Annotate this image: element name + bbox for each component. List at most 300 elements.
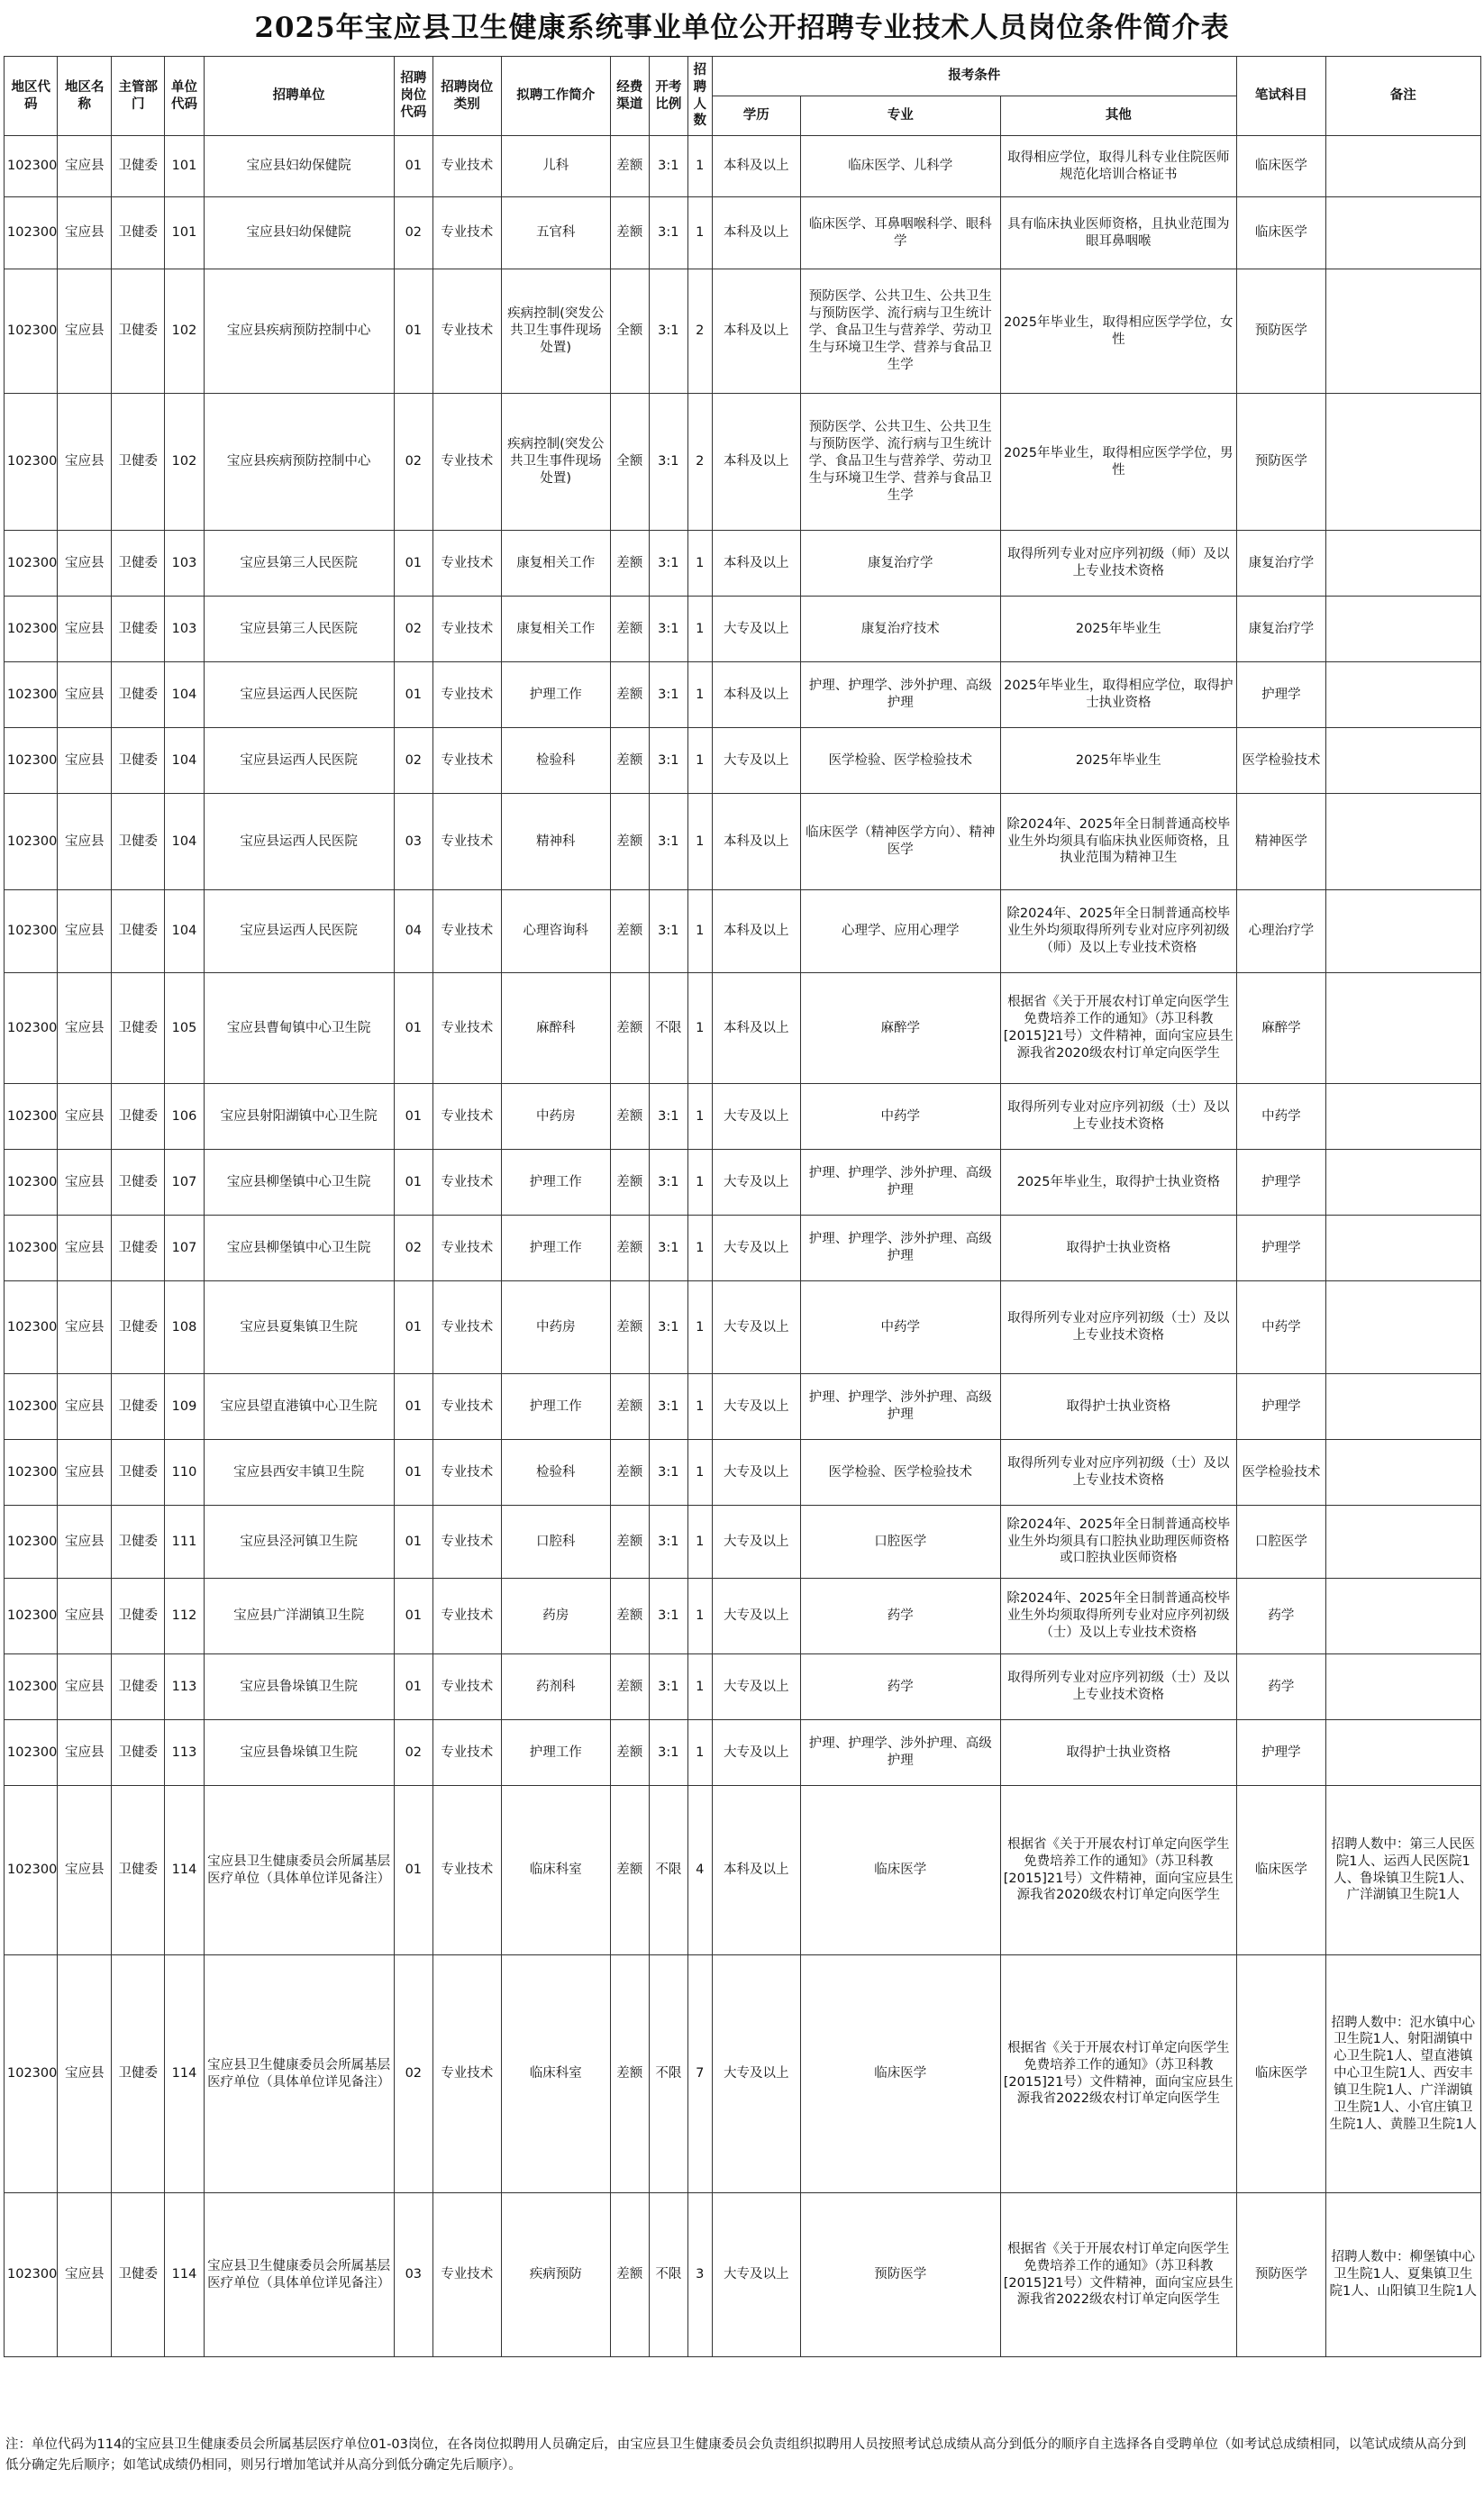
- cell-count: 1: [687, 1579, 712, 1654]
- cell-post-type: 专业技术: [432, 1786, 501, 1955]
- cell-dept: 卫健委: [111, 1786, 164, 1955]
- cell-exam: 临床医学: [1237, 197, 1325, 269]
- cell-area-code: 102300: [5, 1440, 58, 1506]
- cell-count: 1: [687, 1150, 712, 1216]
- cell-remark: [1325, 1440, 1480, 1506]
- cell-unit: 宝应县柳堡镇中心卫生院: [204, 1150, 394, 1216]
- cell-ratio: 3:1: [649, 1084, 687, 1150]
- cell-post-code: 02: [394, 394, 432, 531]
- cell-remark: [1325, 1654, 1480, 1720]
- cell-unit-code: 109: [165, 1374, 204, 1440]
- cell-work: 五官科: [501, 197, 610, 269]
- cell-unit: 宝应县第三人民医院: [204, 597, 394, 662]
- header-ratio: 开考比例: [649, 57, 687, 136]
- cell-major: 临床医学、耳鼻咽喉科学、眼科学: [800, 197, 1000, 269]
- cell-area-name: 宝应县: [58, 1506, 111, 1579]
- cell-post-type: 专业技术: [432, 1720, 501, 1786]
- cell-remark: 招聘人数中：第三人民医院1人、运西人民医院1人、鲁垛镇卫生院1人、广洋湖镇卫生院1人: [1325, 1786, 1480, 1955]
- cell-exam: 临床医学: [1237, 136, 1325, 197]
- table-row: [5, 1654, 1481, 1720]
- table-row: [5, 662, 1481, 728]
- cell-dept: 卫健委: [111, 794, 164, 890]
- cell-ratio: 3:1: [649, 1506, 687, 1579]
- table-row: [5, 1440, 1481, 1506]
- cell-area-name: 宝应县: [58, 728, 111, 794]
- header-area-code: 地区代码: [5, 57, 58, 136]
- cell-other: 根据省《关于开展农村订单定向医学生免费培养工作的通知》（苏卫科教[2015]21号）文件精神，面向宝应县生源我省2022级农村订单定向医学生: [1000, 2193, 1237, 2357]
- cell-exam: 药学: [1237, 1579, 1325, 1654]
- cell-exam: 医学检验技术: [1237, 1440, 1325, 1506]
- cell-edu: 本科及以上: [712, 662, 800, 728]
- cell-major: 口腔医学: [800, 1506, 1000, 1579]
- cell-exam: 护理学: [1237, 1374, 1325, 1440]
- cell-area-code: 102300: [5, 794, 58, 890]
- cell-count: 1: [687, 1374, 712, 1440]
- cell-area-code: 102300: [5, 662, 58, 728]
- cell-unit: 宝应县鲁垛镇卫生院: [204, 1720, 394, 1786]
- cell-major: 护理、护理学、涉外护理、高级护理: [800, 1150, 1000, 1216]
- cell-post-type: 专业技术: [432, 973, 501, 1084]
- cell-work: 儿科: [501, 136, 610, 197]
- cell-unit: 宝应县柳堡镇中心卫生院: [204, 1216, 394, 1281]
- cell-exam: 护理学: [1237, 662, 1325, 728]
- cell-count: 1: [687, 973, 712, 1084]
- header-unit: 招聘单位: [204, 57, 394, 136]
- cell-post-type: 专业技术: [432, 890, 501, 973]
- cell-dept: 卫健委: [111, 1579, 164, 1654]
- cell-major: 预防医学、公共卫生、公共卫生与预防医学、流行病与卫生统计学、食品卫生与营养学、劳动卫生与环境卫生学、营养与食品卫生学: [800, 269, 1000, 394]
- cell-unit: 宝应县广洋湖镇卫生院: [204, 1579, 394, 1654]
- table-row: [5, 890, 1481, 973]
- cell-other: 2025年毕业生，取得相应医学学位，男性: [1000, 394, 1237, 531]
- cell-remark: [1325, 394, 1480, 531]
- cell-post-code: 01: [394, 662, 432, 728]
- cell-work: 临床科室: [501, 1786, 610, 1955]
- cell-funding: 差额: [610, 1150, 649, 1216]
- cell-exam: 中药学: [1237, 1084, 1325, 1150]
- cell-exam: 精神医学: [1237, 794, 1325, 890]
- table-row: [5, 794, 1481, 890]
- cell-post-code: 02: [394, 1955, 432, 2193]
- cell-unit-code: 108: [165, 1281, 204, 1374]
- cell-post-type: 专业技术: [432, 1374, 501, 1440]
- cell-ratio: 3:1: [649, 662, 687, 728]
- cell-other: 取得所列专业对应序列初级（士）及以上专业技术资格: [1000, 1084, 1237, 1150]
- cell-area-name: 宝应县: [58, 1654, 111, 1720]
- cell-funding: 差额: [610, 531, 649, 597]
- cell-count: 1: [687, 794, 712, 890]
- cell-unit-code: 113: [165, 1720, 204, 1786]
- cell-ratio: 3:1: [649, 1374, 687, 1440]
- cell-dept: 卫健委: [111, 1654, 164, 1720]
- header-exam: 笔试科目: [1237, 57, 1325, 136]
- cell-edu: 大专及以上: [712, 1579, 800, 1654]
- cell-edu: 大专及以上: [712, 1374, 800, 1440]
- cell-exam: 中药学: [1237, 1281, 1325, 1374]
- cell-count: 4: [687, 1786, 712, 1955]
- cell-post-code: 01: [394, 1579, 432, 1654]
- cell-post-type: 专业技术: [432, 728, 501, 794]
- cell-ratio: 3:1: [649, 136, 687, 197]
- cell-area-code: 102300: [5, 136, 58, 197]
- cell-other: 2025年毕业生: [1000, 728, 1237, 794]
- cell-area-name: 宝应县: [58, 794, 111, 890]
- cell-remark: [1325, 531, 1480, 597]
- cell-dept: 卫健委: [111, 2193, 164, 2357]
- cell-ratio: 不限: [649, 1955, 687, 2193]
- cell-dept: 卫健委: [111, 597, 164, 662]
- cell-remark: [1325, 728, 1480, 794]
- cell-major: 护理、护理学、涉外护理、高级护理: [800, 662, 1000, 728]
- cell-edu: 大专及以上: [712, 728, 800, 794]
- cell-post-type: 专业技术: [432, 597, 501, 662]
- cell-work: 心理咨询科: [501, 890, 610, 973]
- cell-post-code: 01: [394, 531, 432, 597]
- cell-unit-code: 101: [165, 197, 204, 269]
- document-title: 2025年宝应县卫生健康系统事业单位公开招聘专业技术人员岗位条件简介表: [254, 12, 1230, 44]
- cell-other: 除2024年、2025年全日制普通高校毕业生外均须取得所列专业对应序列初级（士）及以上专业技术资格: [1000, 1579, 1237, 1654]
- cell-unit: 宝应县卫生健康委员会所属基层医疗单位（具体单位详见备注）: [204, 1955, 394, 2193]
- cell-area-code: 102300: [5, 394, 58, 531]
- cell-work: 疾病控制(突发公共卫生事件现场处置): [501, 269, 610, 394]
- cell-unit: 宝应县妇幼保健院: [204, 197, 394, 269]
- cell-dept: 卫健委: [111, 394, 164, 531]
- cell-area-name: 宝应县: [58, 1084, 111, 1150]
- cell-post-code: 01: [394, 1786, 432, 1955]
- cell-work: 护理工作: [501, 1150, 610, 1216]
- cell-unit: 宝应县望直港镇中心卫生院: [204, 1374, 394, 1440]
- table-row: [5, 597, 1481, 662]
- cell-dept: 卫健委: [111, 662, 164, 728]
- cell-work: 精神科: [501, 794, 610, 890]
- cell-exam: 临床医学: [1237, 1786, 1325, 1955]
- cell-other: 除2024年、2025年全日制普通高校毕业生外均须具有口腔执业助理医师资格或口腔执业医师资格: [1000, 1506, 1237, 1579]
- cell-major: 临床医学、儿科学: [800, 136, 1000, 197]
- table-row: [5, 136, 1481, 197]
- header-unit-code: 单位代码: [165, 57, 204, 136]
- cell-post-type: 专业技术: [432, 1654, 501, 1720]
- cell-ratio: 不限: [649, 2193, 687, 2357]
- cell-post-code: 01: [394, 1374, 432, 1440]
- cell-post-code: 02: [394, 1720, 432, 1786]
- cell-funding: 差额: [610, 1955, 649, 2193]
- cell-remark: [1325, 597, 1480, 662]
- cell-area-code: 102300: [5, 1084, 58, 1150]
- cell-post-code: 01: [394, 269, 432, 394]
- cell-work: 药剂科: [501, 1654, 610, 1720]
- cell-funding: 差额: [610, 973, 649, 1084]
- cell-remark: [1325, 1579, 1480, 1654]
- cell-other: 取得所列专业对应序列初级（士）及以上专业技术资格: [1000, 1654, 1237, 1720]
- cell-unit: 宝应县夏集镇卫生院: [204, 1281, 394, 1374]
- cell-post-code: 02: [394, 728, 432, 794]
- cell-area-code: 102300: [5, 890, 58, 973]
- cell-unit: 宝应县射阳湖镇中心卫生院: [204, 1084, 394, 1150]
- cell-funding: 差额: [610, 197, 649, 269]
- cell-post-code: 01: [394, 1440, 432, 1506]
- cell-unit-code: 111: [165, 1506, 204, 1579]
- cell-post-type: 专业技术: [432, 136, 501, 197]
- cell-count: 1: [687, 197, 712, 269]
- cell-area-name: 宝应县: [58, 136, 111, 197]
- cell-post-type: 专业技术: [432, 1440, 501, 1506]
- cell-major: 临床医学（精神医学方向）、精神医学: [800, 794, 1000, 890]
- header-post-code: 招聘岗位代码: [394, 57, 432, 136]
- cell-major: 临床医学: [800, 1955, 1000, 2193]
- cell-count: 7: [687, 1955, 712, 2193]
- cell-area-name: 宝应县: [58, 394, 111, 531]
- cell-count: 1: [687, 1440, 712, 1506]
- cell-area-code: 102300: [5, 2193, 58, 2357]
- cell-dept: 卫健委: [111, 973, 164, 1084]
- cell-dept: 卫健委: [111, 531, 164, 597]
- cell-work: 检验科: [501, 1440, 610, 1506]
- cell-area-code: 102300: [5, 1955, 58, 2193]
- cell-unit: 宝应县第三人民医院: [204, 531, 394, 597]
- header-major: 专业: [800, 96, 1000, 136]
- cell-count: 1: [687, 662, 712, 728]
- cell-count: 3: [687, 2193, 712, 2357]
- cell-unit-code: 103: [165, 531, 204, 597]
- cell-edu: 本科及以上: [712, 973, 800, 1084]
- cell-unit-code: 107: [165, 1216, 204, 1281]
- cell-funding: 差额: [610, 662, 649, 728]
- cell-area-name: 宝应县: [58, 1440, 111, 1506]
- cell-work: 疾病预防: [501, 2193, 610, 2357]
- cell-edu: 本科及以上: [712, 136, 800, 197]
- cell-area-code: 102300: [5, 1150, 58, 1216]
- cell-post-type: 专业技术: [432, 1281, 501, 1374]
- cell-ratio: 3:1: [649, 1150, 687, 1216]
- table-body: [5, 136, 1481, 2357]
- cell-post-type: 专业技术: [432, 269, 501, 394]
- cell-area-name: 宝应县: [58, 531, 111, 597]
- cell-ratio: 3:1: [649, 1440, 687, 1506]
- cell-major: 预防医学、公共卫生、公共卫生与预防医学、流行病与卫生统计学、食品卫生与营养学、劳动卫生与环境卫生学、营养与食品卫生学: [800, 394, 1000, 531]
- cell-other: 取得护士执业资格: [1000, 1216, 1237, 1281]
- cell-remark: [1325, 794, 1480, 890]
- cell-post-code: 02: [394, 1216, 432, 1281]
- cell-edu: 大专及以上: [712, 1084, 800, 1150]
- cell-post-type: 专业技术: [432, 794, 501, 890]
- cell-ratio: 3:1: [649, 1654, 687, 1720]
- cell-exam: 医学检验技术: [1237, 728, 1325, 794]
- cell-ratio: 3:1: [649, 728, 687, 794]
- cell-post-code: 03: [394, 2193, 432, 2357]
- cell-post-type: 专业技术: [432, 1216, 501, 1281]
- cell-area-code: 102300: [5, 1579, 58, 1654]
- cell-edu: 大专及以上: [712, 597, 800, 662]
- cell-work: 麻醉科: [501, 973, 610, 1084]
- cell-unit-code: 114: [165, 2193, 204, 2357]
- cell-exam: 康复治疗学: [1237, 531, 1325, 597]
- cell-area-code: 102300: [5, 973, 58, 1084]
- cell-area-code: 102300: [5, 597, 58, 662]
- cell-dept: 卫健委: [111, 1955, 164, 2193]
- cell-other: 根据省《关于开展农村订单定向医学生免费培养工作的通知》（苏卫科教[2015]21号）文件精神，面向宝应县生源我省2020级农村订单定向医学生: [1000, 973, 1237, 1084]
- cell-unit: 宝应县运西人民医院: [204, 662, 394, 728]
- cell-area-name: 宝应县: [58, 1955, 111, 2193]
- cell-exam: 康复治疗学: [1237, 597, 1325, 662]
- cell-major: 药学: [800, 1654, 1000, 1720]
- cell-unit-code: 102: [165, 269, 204, 394]
- cell-exam: 预防医学: [1237, 269, 1325, 394]
- cell-ratio: 3:1: [649, 197, 687, 269]
- cell-count: 1: [687, 1654, 712, 1720]
- cell-edu: 本科及以上: [712, 794, 800, 890]
- cell-edu: 大专及以上: [712, 2193, 800, 2357]
- cell-work: 护理工作: [501, 662, 610, 728]
- cell-edu: 大专及以上: [712, 1955, 800, 2193]
- cell-dept: 卫健委: [111, 1720, 164, 1786]
- cell-remark: [1325, 1506, 1480, 1579]
- cell-edu: 大专及以上: [712, 1506, 800, 1579]
- cell-post-type: 专业技术: [432, 1955, 501, 2193]
- cell-work: 康复相关工作: [501, 597, 610, 662]
- cell-funding: 差额: [610, 1281, 649, 1374]
- cell-major: 护理、护理学、涉外护理、高级护理: [800, 1374, 1000, 1440]
- header-dept: 主管部门: [111, 57, 164, 136]
- table-row: [5, 1786, 1481, 1955]
- cell-exam: 护理学: [1237, 1150, 1325, 1216]
- cell-count: 1: [687, 531, 712, 597]
- cell-ratio: 3:1: [649, 794, 687, 890]
- cell-area-code: 102300: [5, 728, 58, 794]
- cell-dept: 卫健委: [111, 1216, 164, 1281]
- cell-exam: 药学: [1237, 1654, 1325, 1720]
- cell-work: 疾病控制(突发公共卫生事件现场处置): [501, 394, 610, 531]
- cell-ratio: 3:1: [649, 1720, 687, 1786]
- cell-other: 除2024年、2025年全日制普通高校毕业生外均须取得所列专业对应序列初级（师）及以上专业技术资格: [1000, 890, 1237, 973]
- cell-other: 2025年毕业生，取得护士执业资格: [1000, 1150, 1237, 1216]
- cell-area-code: 102300: [5, 1374, 58, 1440]
- cell-ratio: 3:1: [649, 394, 687, 531]
- cell-unit-code: 104: [165, 728, 204, 794]
- cell-other: 2025年毕业生: [1000, 597, 1237, 662]
- cell-major: 医学检验、医学检验技术: [800, 728, 1000, 794]
- cell-remark: [1325, 136, 1480, 197]
- cell-post-type: 专业技术: [432, 2193, 501, 2357]
- cell-funding: 差额: [610, 2193, 649, 2357]
- cell-remark: [1325, 1150, 1480, 1216]
- cell-area-name: 宝应县: [58, 890, 111, 973]
- cell-edu: 本科及以上: [712, 531, 800, 597]
- cell-edu: 本科及以上: [712, 394, 800, 531]
- cell-remark: 招聘人数中：氾水镇中心卫生院1人、射阳湖镇中心卫生院1人、望直港镇中心卫生院1人、西安丰镇卫生院1人、广洋湖镇卫生院1人、小官庄镇卫生院1人、黄塍卫生院1人: [1325, 1955, 1480, 2193]
- cell-count: 1: [687, 890, 712, 973]
- cell-other: 取得护士执业资格: [1000, 1374, 1237, 1440]
- cell-exam: 麻醉学: [1237, 973, 1325, 1084]
- cell-other: 2025年毕业生，取得相应学位，取得护士执业资格: [1000, 662, 1237, 728]
- cell-funding: 差额: [610, 890, 649, 973]
- cell-work: 中药房: [501, 1281, 610, 1374]
- cell-remark: [1325, 1720, 1480, 1786]
- cell-area-code: 102300: [5, 1654, 58, 1720]
- cell-exam: 心理治疗学: [1237, 890, 1325, 973]
- cell-post-code: 01: [394, 973, 432, 1084]
- table-row: [5, 531, 1481, 597]
- cell-major: 康复治疗学: [800, 531, 1000, 597]
- cell-unit: 宝应县妇幼保健院: [204, 136, 394, 197]
- table-row: [5, 2193, 1481, 2357]
- cell-area-code: 102300: [5, 1506, 58, 1579]
- cell-major: 心理学、应用心理学: [800, 890, 1000, 973]
- cell-count: 1: [687, 1720, 712, 1786]
- cell-funding: 差额: [610, 1786, 649, 1955]
- cell-ratio: 3:1: [649, 597, 687, 662]
- cell-area-name: 宝应县: [58, 973, 111, 1084]
- cell-dept: 卫健委: [111, 269, 164, 394]
- cell-work: 药房: [501, 1579, 610, 1654]
- cell-funding: 差额: [610, 1216, 649, 1281]
- cell-work: 中药房: [501, 1084, 610, 1150]
- cell-edu: 本科及以上: [712, 1786, 800, 1955]
- cell-unit: 宝应县运西人民医院: [204, 890, 394, 973]
- cell-remark: [1325, 1374, 1480, 1440]
- header-area-name: 地区名称: [58, 57, 111, 136]
- cell-major: 中药学: [800, 1084, 1000, 1150]
- cell-count: 1: [687, 597, 712, 662]
- cell-unit: 宝应县卫生健康委员会所属基层医疗单位（具体单位详见备注）: [204, 2193, 394, 2357]
- cell-work: 临床科室: [501, 1955, 610, 2193]
- cell-dept: 卫健委: [111, 1084, 164, 1150]
- table-row: [5, 1084, 1481, 1150]
- cell-area-code: 102300: [5, 1786, 58, 1955]
- table-row: [5, 1955, 1481, 2193]
- cell-post-code: 01: [394, 1084, 432, 1150]
- cell-unit-code: 114: [165, 1786, 204, 1955]
- cell-ratio: 不限: [649, 1786, 687, 1955]
- cell-unit-code: 104: [165, 662, 204, 728]
- cell-major: 临床医学: [800, 1786, 1000, 1955]
- cell-remark: [1325, 662, 1480, 728]
- cell-unit-code: 104: [165, 890, 204, 973]
- cell-major: 康复治疗技术: [800, 597, 1000, 662]
- table-row: [5, 1374, 1481, 1440]
- cell-funding: 全额: [610, 269, 649, 394]
- cell-area-code: 102300: [5, 269, 58, 394]
- cell-work: 护理工作: [501, 1216, 610, 1281]
- cell-unit-code: 104: [165, 794, 204, 890]
- cell-other: 取得所列专业对应序列初级（师）及以上专业技术资格: [1000, 531, 1237, 597]
- header-other: 其他: [1000, 96, 1237, 136]
- cell-post-code: 01: [394, 136, 432, 197]
- cell-dept: 卫健委: [111, 1150, 164, 1216]
- cell-area-name: 宝应县: [58, 2193, 111, 2357]
- cell-major: 医学检验、医学检验技术: [800, 1440, 1000, 1506]
- cell-funding: 差额: [610, 1579, 649, 1654]
- cell-exam: 临床医学: [1237, 1955, 1325, 2193]
- cell-edu: 大专及以上: [712, 1150, 800, 1216]
- table-row: [5, 1579, 1481, 1654]
- table-row: [5, 1281, 1481, 1374]
- cell-area-name: 宝应县: [58, 1150, 111, 1216]
- cell-major: 麻醉学: [800, 973, 1000, 1084]
- table-row: [5, 1506, 1481, 1579]
- header-conditions: 报考条件: [712, 57, 1237, 96]
- cell-work: 护理工作: [501, 1720, 610, 1786]
- cell-post-type: 专业技术: [432, 1506, 501, 1579]
- cell-other: 除2024年、2025年全日制普通高校毕业生外均须具有临床执业医师资格，且执业范围为精神卫生: [1000, 794, 1237, 890]
- cell-major: 护理、护理学、涉外护理、高级护理: [800, 1216, 1000, 1281]
- header-remark: 备注: [1325, 57, 1480, 136]
- cell-unit-code: 105: [165, 973, 204, 1084]
- cell-edu: 大专及以上: [712, 1216, 800, 1281]
- cell-post-code: 02: [394, 197, 432, 269]
- cell-remark: [1325, 973, 1480, 1084]
- cell-dept: 卫健委: [111, 1374, 164, 1440]
- cell-count: 1: [687, 1216, 712, 1281]
